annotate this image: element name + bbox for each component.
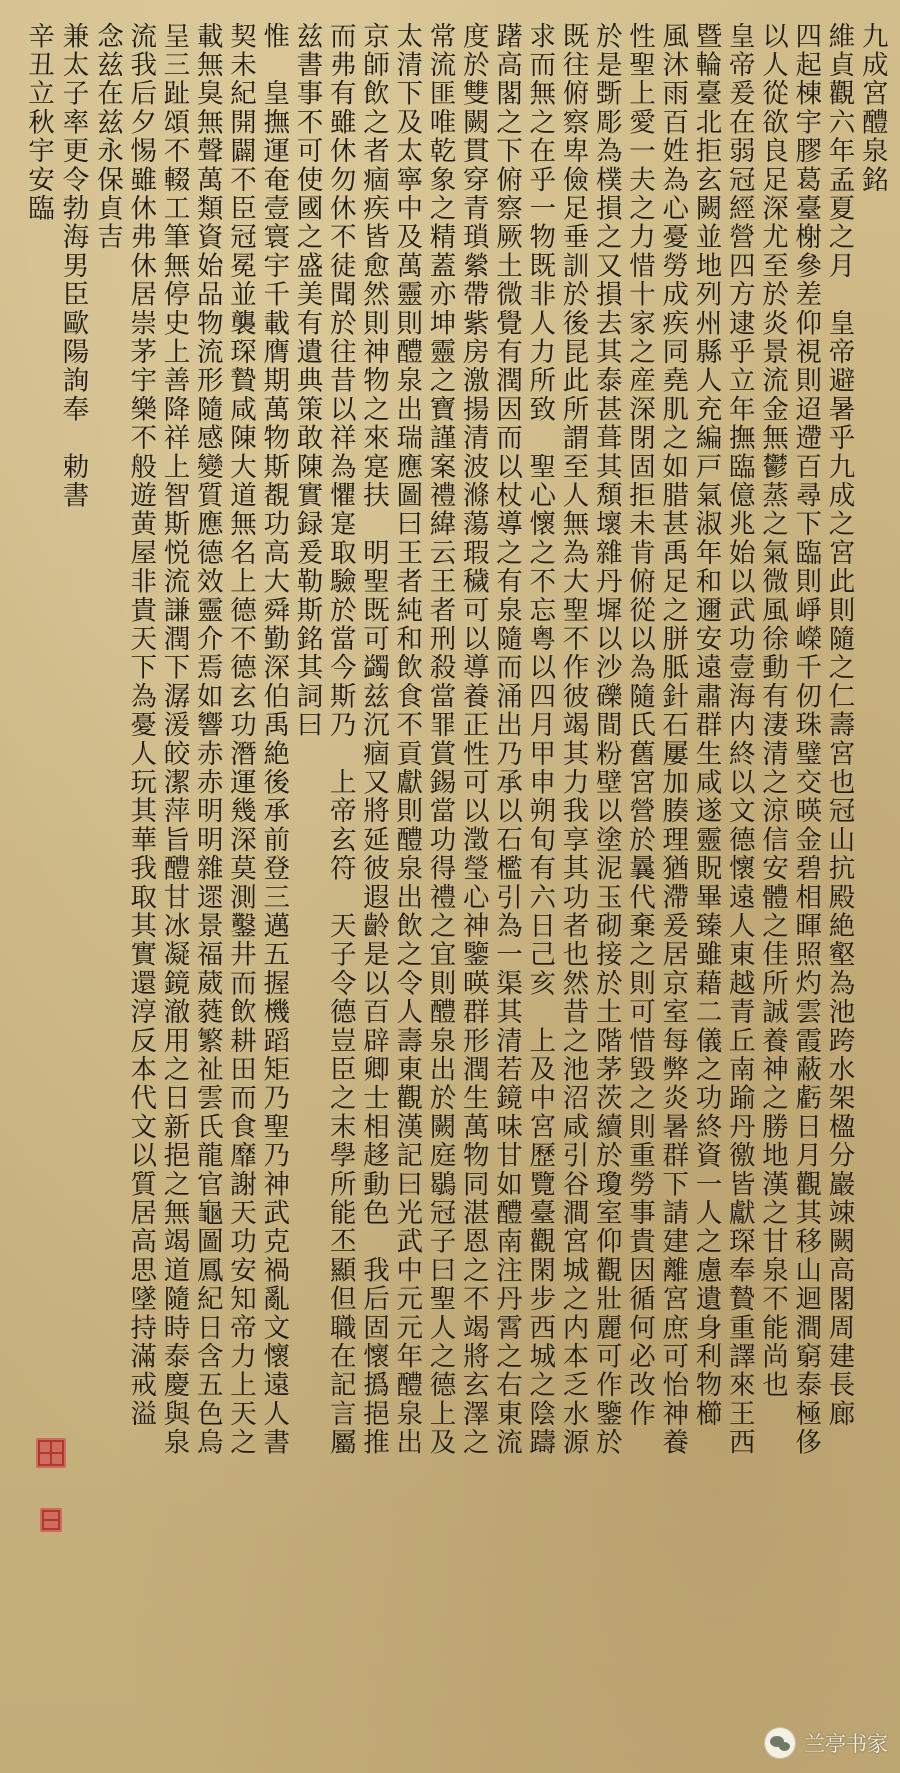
text-column: 維貞觀六年孟夏之月 皇帝避暑乎九成之宮此則隨之仁壽宮也冠山抗殿絶壑為池跨水架楹分巖竦闕高閣周建長廊 bbox=[823, 22, 855, 1429]
text-column: 風沐雨百姓為心憂勞成疾同堯肌之如腊甚禹足之胼胝針石屢加腠理猶滯爰居京室每弊炎暑群下請建離宮庶可怡神養 bbox=[657, 22, 689, 1457]
watermark-text: 兰亭书家 bbox=[804, 1732, 888, 1756]
red-seal-stamp-small bbox=[40, 1508, 62, 1532]
text-column: 契未紀開闢不臣冠冕並襲琛贄咸陳大道無名上德不德玄功潛運幾深莫測鑿井而飲耕田而食靡謝天功安知帝力上天之 bbox=[225, 22, 256, 1457]
wechat-logo-icon bbox=[764, 1727, 796, 1759]
text-column: 求而無之在乎一物既非人力所致 聖心懷之不忘粤以四月甲申朔旬有六日己亥 上及中宮歷覽臺觀閑步西城之陰躊 bbox=[524, 22, 556, 1457]
text-column: 性聖上愛一夫之力惜十家之産深閉固拒未肯俯從以為隨氏舊宮營於曩代棄之則可惜毀之則重勞事貴因循何必改作 bbox=[624, 22, 655, 1429]
text-column: 載無臭無聲萬類資始品物流形隨感變質應德效靈介焉如響赤赤明明雜遝景福葳蕤繁祉雲氏龍官龜圖鳳紀日含五色烏 bbox=[191, 22, 223, 1457]
text-column: 京師飲之者痼疾皆愈然則神物之來寔扶 明聖既可蠲兹沉痼又將延彼遐齡是以百辟卿士相趍動色 我后固懷撝挹推 bbox=[358, 22, 389, 1457]
red-seal-stamp bbox=[36, 1438, 66, 1468]
text-column: 呈三趾頌不輟工筆無停史上善降祥上智斯悦流謙潤下潺湲皎潔萍旨醴甘冰凝鏡澈用之日新挹之無竭道隨時泰慶與泉 bbox=[158, 22, 190, 1457]
text-column: 流我后夕惕雖休弗休居崇茅宇樂不般遊黄屋非貴天下為憂人玩其華我取其實還淳反本代文以質居高思墜持滿戒溢 bbox=[125, 22, 157, 1429]
text-columns bbox=[22, 22, 888, 1753]
text-column: 以人從欲良足深尤至於炎景流金無鬱蒸之氣微風徐動有淒清之涼信安體之佳所誠養神之勝地漢之甘泉不能尚也 bbox=[757, 22, 788, 1400]
text-column: 九成宮醴泉銘 bbox=[856, 22, 888, 195]
text-column: 念兹在兹永保貞吉 bbox=[92, 22, 123, 252]
watermark bbox=[764, 1725, 888, 1761]
text-column: 而弗有雖休勿休不徒聞於往昔以祥為懼寔取驗於當今斯乃 上帝玄符 天子令德豈臣之末學所能丕顯但職在記言屬 bbox=[324, 22, 356, 1457]
text-column: 皇帝爰在弱冠經營四方逮乎立年撫臨億兆始以武功壹海内終以文德懷遠人東越青丘南踰丹徼皆獻琛奉贄重譯來王西 bbox=[723, 22, 755, 1457]
text-column: 度於雙闕貫穿青瑣縈帶紫房激揚清波滌蕩瑕穢可以導養正性可以澂瑩心神鑒暎群形潤生萬物同湛恩之不竭將玄澤之 bbox=[457, 22, 489, 1457]
text-column: 躇高閣之下俯察厥土微覺有潤因而以杖導之有泉隨而涌出乃承以石檻引為一渠其清若鏡味甘如醴南注丹霄之右東流 bbox=[491, 22, 522, 1457]
text-column: 辛丑立秋宇安臨 bbox=[23, 22, 54, 223]
text-column: 常流匪唯乾象之精蓋亦坤靈之寶謹案禮緯云王者刑殺當罪賞錫當功得禮之宜則醴泉出於闕庭鶡冠子曰聖人之德上及 bbox=[424, 22, 456, 1457]
text-column: 惟 皇撫運奄壹寰宇千載膺期萬物斯覩功高大舜勤深伯禹絶後承前登三邁五握機蹈矩乃聖乃神武克禍亂文懷遠人書 bbox=[258, 22, 290, 1457]
text-column: 暨輪臺北拒玄闕並地列州縣人充編戸氣淑年和邇安遠肅群生咸遂靈貺畢臻雖藉二儀之功終資一人之慮遺身利物櫛 bbox=[690, 22, 722, 1429]
text-column: 既往俯察卑儉足垂訓於後昆此所謂至人無為大聖不作彼竭其力我享其功者也然昔之池沼咸引谷澗宮城之内本乏水源 bbox=[557, 22, 589, 1457]
text-column: 於是斲彫為樸損之又損去其泰甚葺其頽壞雜丹墀以沙礫間粉壁以塗泥玉砌接於土階茅茨續於瓊室仰觀壯麗可作鑒於 bbox=[590, 22, 622, 1457]
text-column: 兼太子率更令勃海男臣歐陽詢奉 勅書 bbox=[57, 22, 89, 510]
text-column: 四起棟宇膠葛臺榭參差仰視則迢遰百尋下臨則崢嶸千仞珠璧交暎金碧相暉照灼雲霞蔽虧日月觀其移山迴澗窮泰極侈 bbox=[790, 22, 822, 1457]
text-column: 太清下及太寧中及萬靈則醴泉出瑞應圖曰王者純和飲食不貢獻則醴泉出飲之令人壽東觀漢記曰光武中元元年醴泉出 bbox=[391, 22, 423, 1457]
text-column: 兹書事不可使國之盛美有遺典策敢陳實録爰勒斯銘其詞曰 bbox=[291, 22, 323, 740]
